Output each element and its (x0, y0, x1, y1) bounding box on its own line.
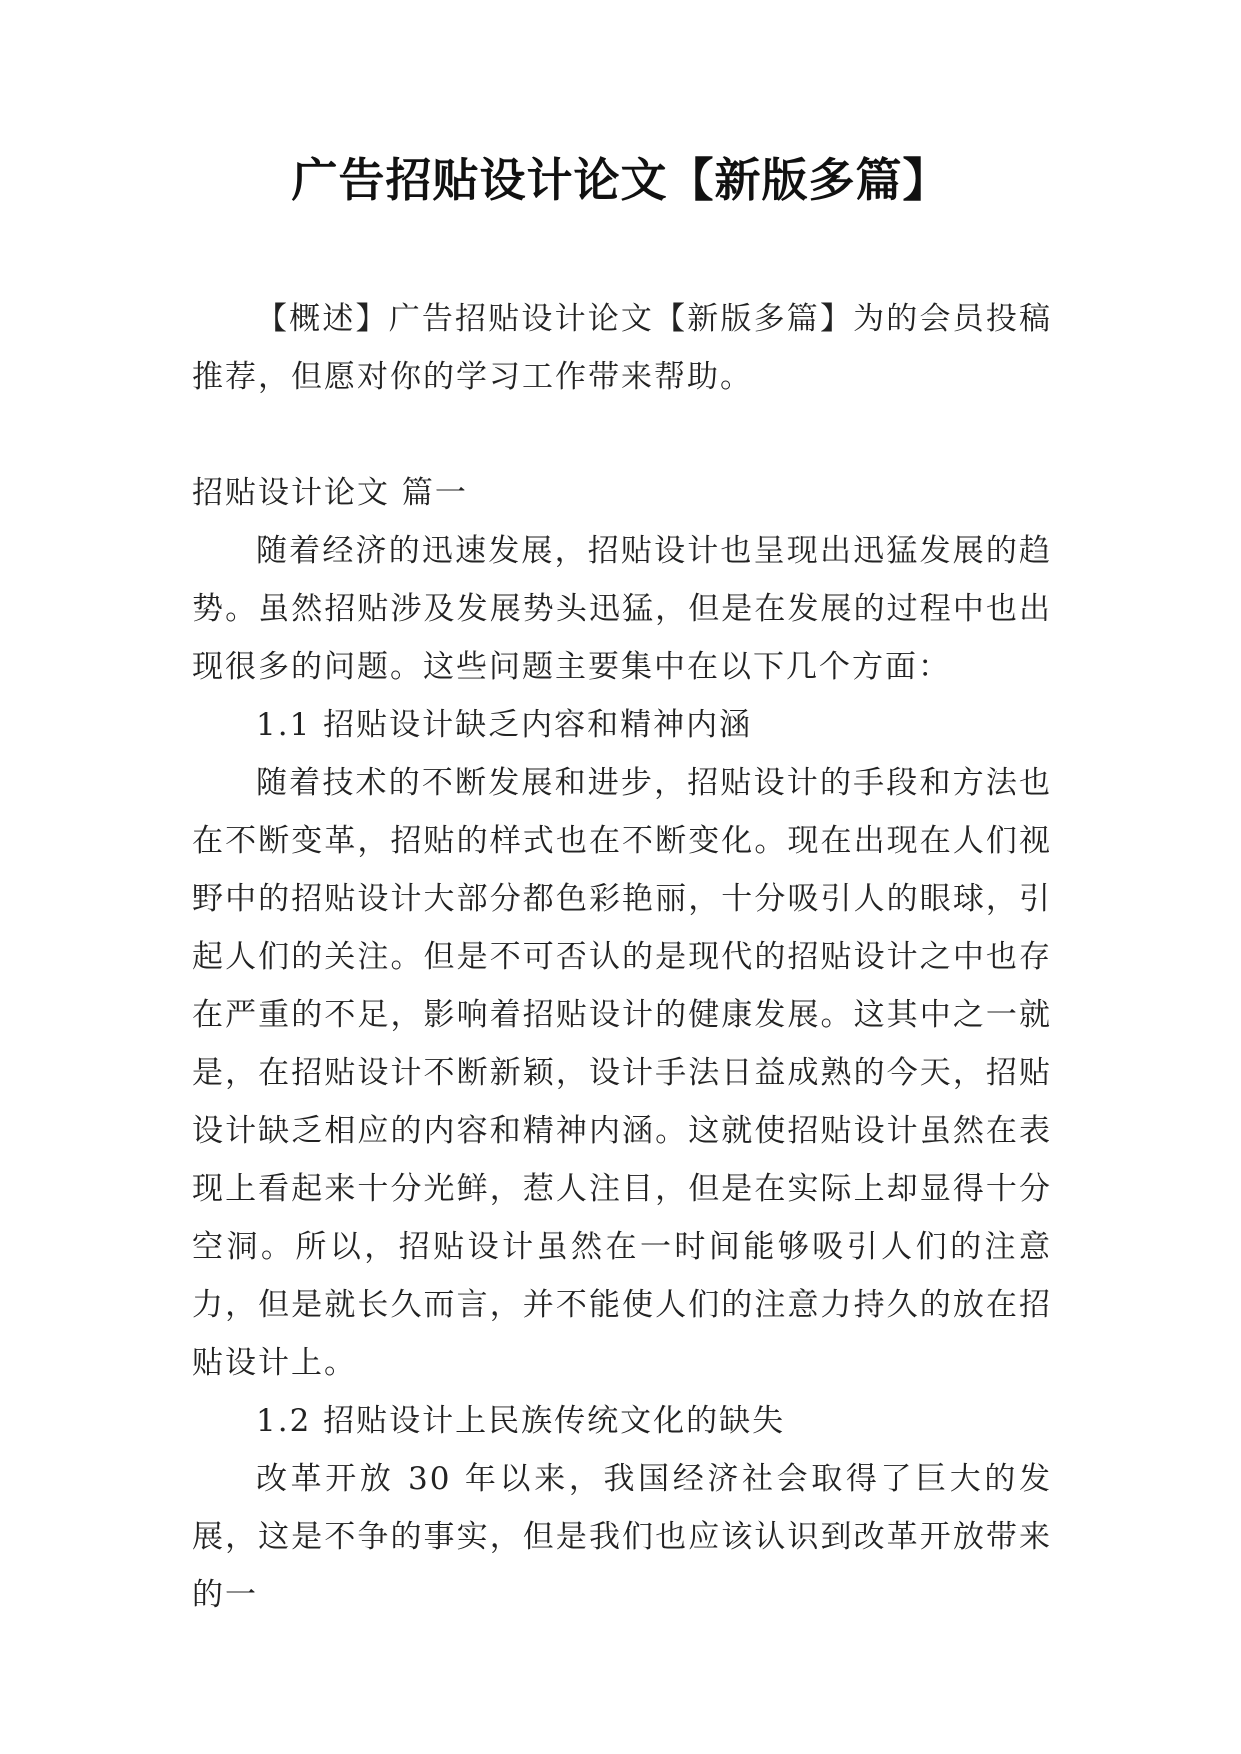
body-paragraph: 随着经济的迅速发展，招贴设计也呈现出迅猛发展的趋势。虽然招贴涉及发展势头迅猛，但是在发展的过程中也出现很多的问题。这些问题主要集中在以下几个方面： (192, 533, 1052, 685)
body-paragraph: 改革开放 30 年以来，我国经济社会取得了巨大的发展，这是不争的事实，但是我们也应该认识到改革开放带来的一 (192, 1461, 1052, 1613)
summary-paragraph: 【概述】广告招贴设计论文【新版多篇】为的会员投稿推荐，但愿对你的学习工作带来帮助。 (192, 301, 1052, 395)
body-paragraph: 随着技术的不断发展和进步，招贴设计的手段和方法也在不断变革，招贴的样式也在不断变化。现在出现在人们视野中的招贴设计大部分都色彩艳丽，十分吸引人的眼球，引起人们的关注。但是不可否认的是现代的招贴设计之中也存在严重的不足，影响着招贴设计的健康发展。这其中之一就是，在招贴设计不断新颖，设计手法日益成熟的今天，招贴设计缺乏相应的内容和精神内涵。这就使招贴设计虽然在表现上看起来十分光鲜，惹人注目，但是在实际上却显得十分空洞。所以，招贴设计虽然在一时间能够吸引人们的注意力，但是就长久而言，并不能使人们的注意力持久的放在招贴设计上。 (192, 765, 1052, 1381)
subheading-1-2: 1.2 招贴设计上民族传统文化的缺失 (256, 1403, 786, 1439)
document-title: 广告招贴设计论文【新版多篇】 (291, 153, 950, 207)
document-body (192, 290, 1052, 1624)
section-heading: 招贴设计论文 篇一 (192, 475, 468, 511)
subheading-1-1: 1.1 招贴设计缺乏内容和精神内涵 (256, 707, 753, 743)
